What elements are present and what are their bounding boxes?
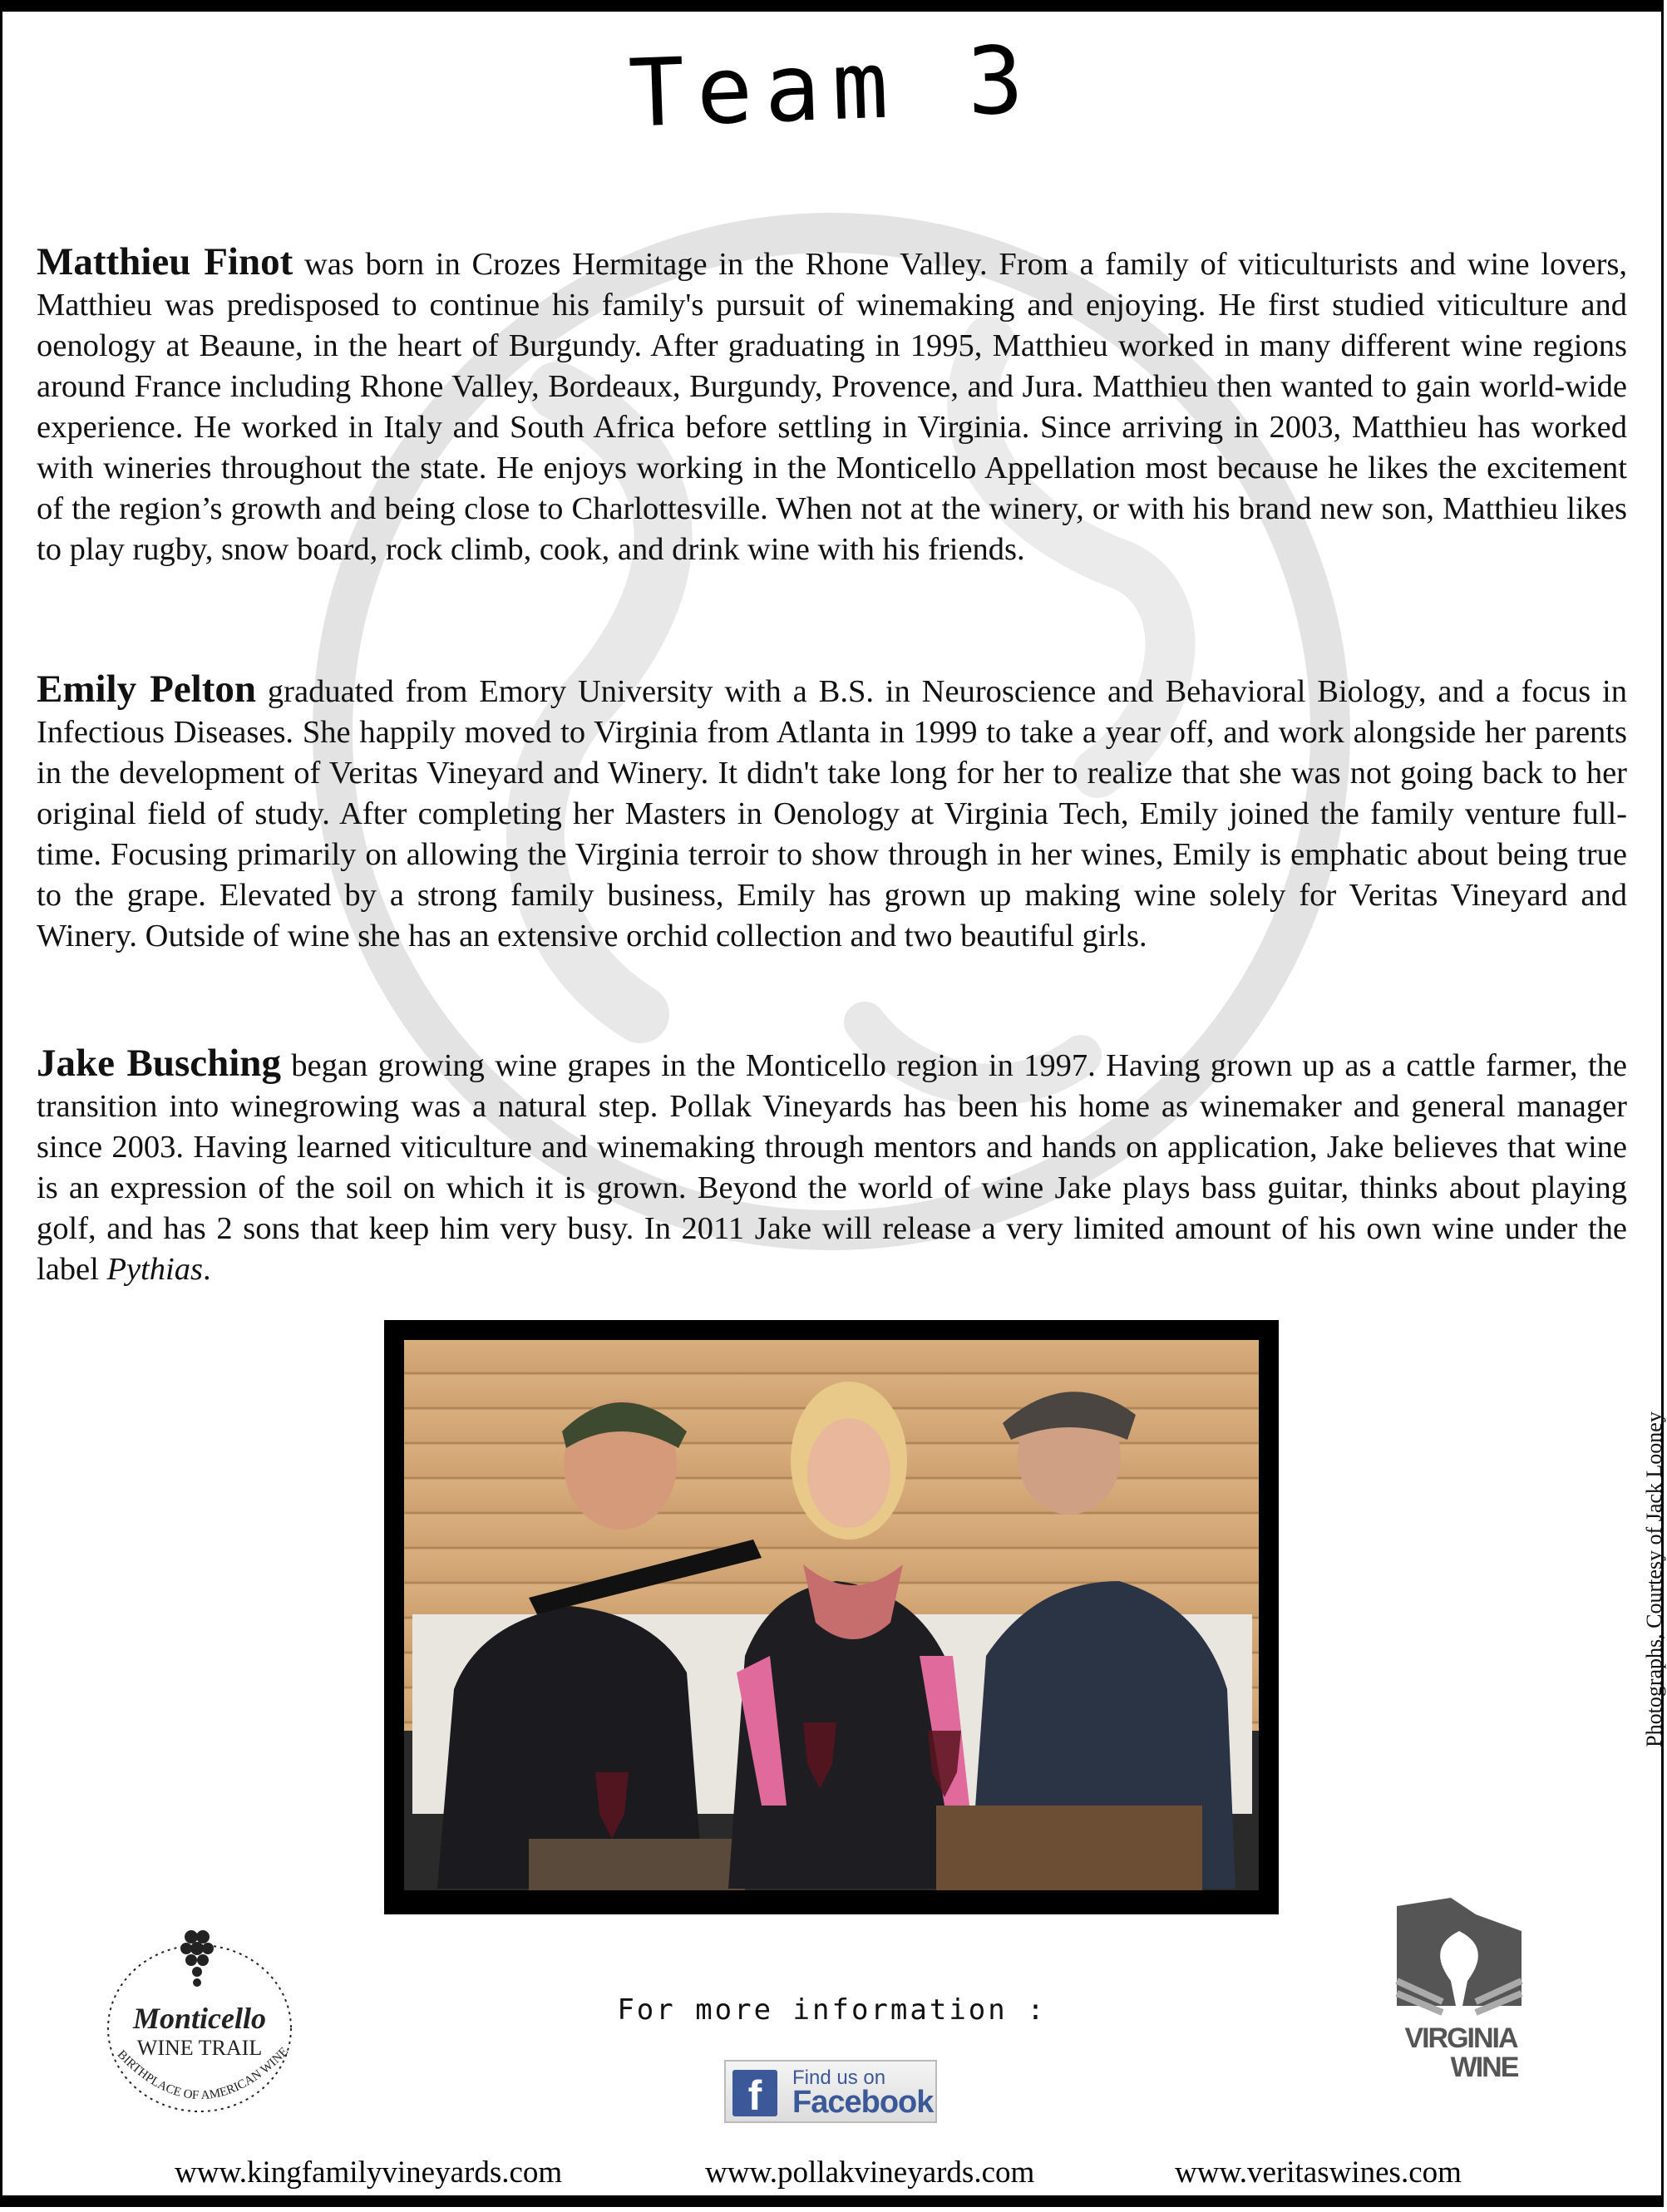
virginia-line2: WINE [1450,2052,1518,2083]
link-veritas-wines[interactable]: www.veritaswines.com [1175,2155,1462,2190]
bio-text-end: . [202,1251,211,1287]
wine-label-name: Pythias [106,1251,203,1287]
bio-text: was born in Crozes Hermitage in the Rhone Valley. From a family of viticulturists and wine lovers, Matthieu was predisposed to continue his family's pursuit of winemaking and enjoying. He first studied viticulture and oenology at Beaune, in the heart of Burgundy. After graduating in 1995, Matthieu worked in many different wine regions around France including Rhone Valley, Bordeaux, Burgundy, Provence, and Jura. Matthieu then wanted to gain world-wide experience. He worked in Italy and South Africa before settling in Virginia. Since arriving in 2003, Matthieu has worked with wineries throughout the state. He enjoys working in the Monticello Appellation most because he likes the excitement of the region’s growth and being close to Charlottesville. When not at the winery, or with his brand new son, Matthieu likes to play rugby, snow board, rock climb, cook, and drink wine with his friends. [37,246,1627,567]
bio-text: graduated from Emory University with a B.S. in Neuroscience and Behavioral Biology, and a focus in Infectious Diseases. She happily moved to Virginia from Atlanta in 1999 to take a year off, and work alongside her parents in the development of Veritas Vineyard and Winery. It didn't take long for her to realize that she was not going back to her original field of study. After completing her Masters in Oenology at Virginia Tech, Emily joined the family venture full-time. Focusing primarily on allowing the Virginia terroir to show through in her wines, Emily is emphatic about being true to the grape. Elevated by a strong family business, Emily has grown up making wine solely for Veritas Vineyard and Winery. Outside of wine she has an extensive orchid collection and two beautiful girls. [37,673,1627,953]
virginia-line1: VIRGINIA [1404,2022,1517,2054]
page-border-right [1661,0,1664,2207]
bio-emily-pelton [37,669,1627,957]
more-info-label: For more information : [617,1993,1047,2027]
bio-matthieu-finot [37,239,1627,570]
monticello-arc-text: BIRTHPLACE OF AMERICAN WINE [114,2045,292,2103]
page-border-top [0,0,1664,12]
bio-name: Emily Pelton [37,667,257,711]
link-king-family-vineyards[interactable]: www.kingfamilyvineyards.com [175,2155,563,2190]
virginia-wine-logo [1393,1898,1530,2085]
page-border-left [0,0,2,2207]
page-border-bottom [0,2195,1664,2207]
facebook-button[interactable] [724,2060,937,2123]
monticello-wine-trail: WINE TRAIL [136,2036,263,2060]
team-photo-illustration [404,1340,1259,1890]
facebook-name-label: Facebook [792,2085,934,2120]
page-title: Team 3 [627,26,1037,149]
link-pollak-vineyards[interactable]: www.pollakvineyards.com [705,2155,1035,2190]
photo-credit: Photographs, Courtesy of Jack Looney [1642,1411,1666,1747]
bio-jake-busching [37,1043,1627,1290]
team-photo [404,1340,1259,1890]
team-photo-frame [384,1320,1279,1914]
facebook-find-label: Find us on [792,2067,886,2089]
monticello-script: Monticello [133,2002,266,2035]
facebook-icon: f [732,2070,777,2116]
bio-text: began growing wine grapes in the Monticello region in 1997. Having grown up as a cattle farmer, the transition into winegrowing was a natural step. Pollak Vineyards has been his home as winemaker and general manager since 2003. Having learned viticulture and winemaking through mentors and hands on application, Jake believes that wine is an expression of the soil on which it is grown. Beyond the world of wine Jake plays bass guitar, thinks about playing golf, and has 2 sons that keep him very busy. In 2011 Jake will release a very limited amount of his own wine under the label [37,1047,1627,1287]
bio-name: Matthieu Finot [37,239,293,283]
bio-name: Jake Busching [37,1041,281,1085]
